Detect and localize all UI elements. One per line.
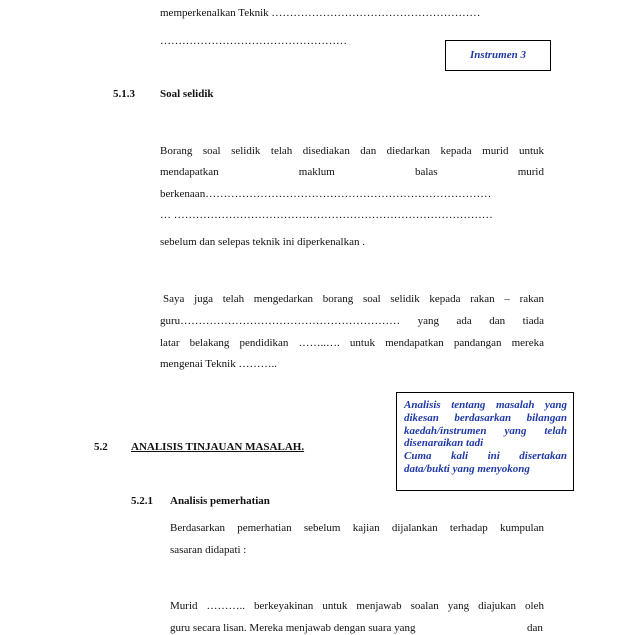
text-line: memperkenalkan Teknik …………………………………………………	[160, 7, 481, 19]
section-title: Soal selidik	[160, 88, 214, 100]
note-line	[404, 399, 567, 412]
section-number: 5.2	[94, 441, 108, 453]
note-line	[404, 412, 567, 425]
word: tentang	[451, 399, 486, 411]
instrument-label: Instrumen 3	[470, 49, 526, 61]
paragraph-line: guru secara lisan. Mereka menjawab dengan suara yang	[170, 622, 416, 634]
word: dikesan	[404, 411, 439, 424]
word: Cuma	[404, 450, 432, 463]
text-line: ……………………………………………	[160, 35, 347, 47]
section-number: 5.2.1	[131, 495, 153, 507]
paragraph-line: latar belakang pendidikan ……..…. untuk mendapatkan pandangan mereka	[160, 337, 544, 349]
paragraph-line: sebelum dan selepas teknik ini diperkenalkan .	[160, 236, 365, 248]
word: disertakan	[519, 450, 567, 463]
paragraph-line: guru…………………………………………………… yang ada dan tiada	[160, 315, 544, 327]
word: kali	[450, 450, 469, 463]
paragraph-line: Borang soal selidik telah disediakan dan diedarkan kepada murid untuk	[160, 145, 544, 157]
paragraph-line: sasaran didapati :	[170, 544, 247, 556]
paragraph-line: mengenai Teknik ………..	[160, 358, 277, 370]
word: masalah	[495, 399, 535, 411]
paragraph-line: dan	[527, 622, 543, 634]
word: yang	[504, 424, 527, 437]
section-title: Analisis pemerhatian	[170, 495, 270, 507]
word: balas	[414, 166, 438, 178]
paragraph-line	[160, 165, 544, 179]
instrument-label-box	[445, 40, 551, 71]
word: murid	[517, 166, 544, 178]
word: berdasarkan	[454, 411, 512, 424]
word: yang	[544, 399, 567, 411]
section-number: 5.1.3	[113, 88, 135, 100]
word: maklum	[298, 166, 335, 178]
note-line	[404, 450, 567, 463]
word: mendapatkan	[160, 166, 219, 178]
paragraph-line: Murid ……….. berkeyakinan untuk menjawab soalan yang diajukan oleh	[170, 600, 544, 612]
note-line	[404, 463, 567, 476]
word: telah	[544, 424, 567, 437]
paragraph-line: Berdasarkan pemerhatian sebelum kajian dijalankan terhadap kumpulan	[170, 522, 544, 534]
word: bilangan	[526, 411, 567, 424]
paragraph-line: … ……………………………………………………………………………	[160, 209, 493, 221]
word: data/bukti yang menyokong	[404, 462, 530, 475]
note-line	[404, 425, 567, 438]
paragraph-line: berkenaan……………………………………………………………………	[160, 188, 492, 200]
section-heading: ANALISIS TINJAUAN MASALAH.	[131, 441, 305, 453]
word: Analisis	[404, 399, 441, 411]
note-line	[404, 437, 567, 450]
word: kaedah/instrumen	[404, 424, 487, 437]
analysis-note-box	[396, 392, 574, 491]
word: ini	[487, 450, 500, 463]
word: disenaraikan tadi	[404, 437, 484, 450]
paragraph-line: Saya juga telah mengedarkan borang soal selidik kepada rakan – rakan	[163, 293, 544, 305]
